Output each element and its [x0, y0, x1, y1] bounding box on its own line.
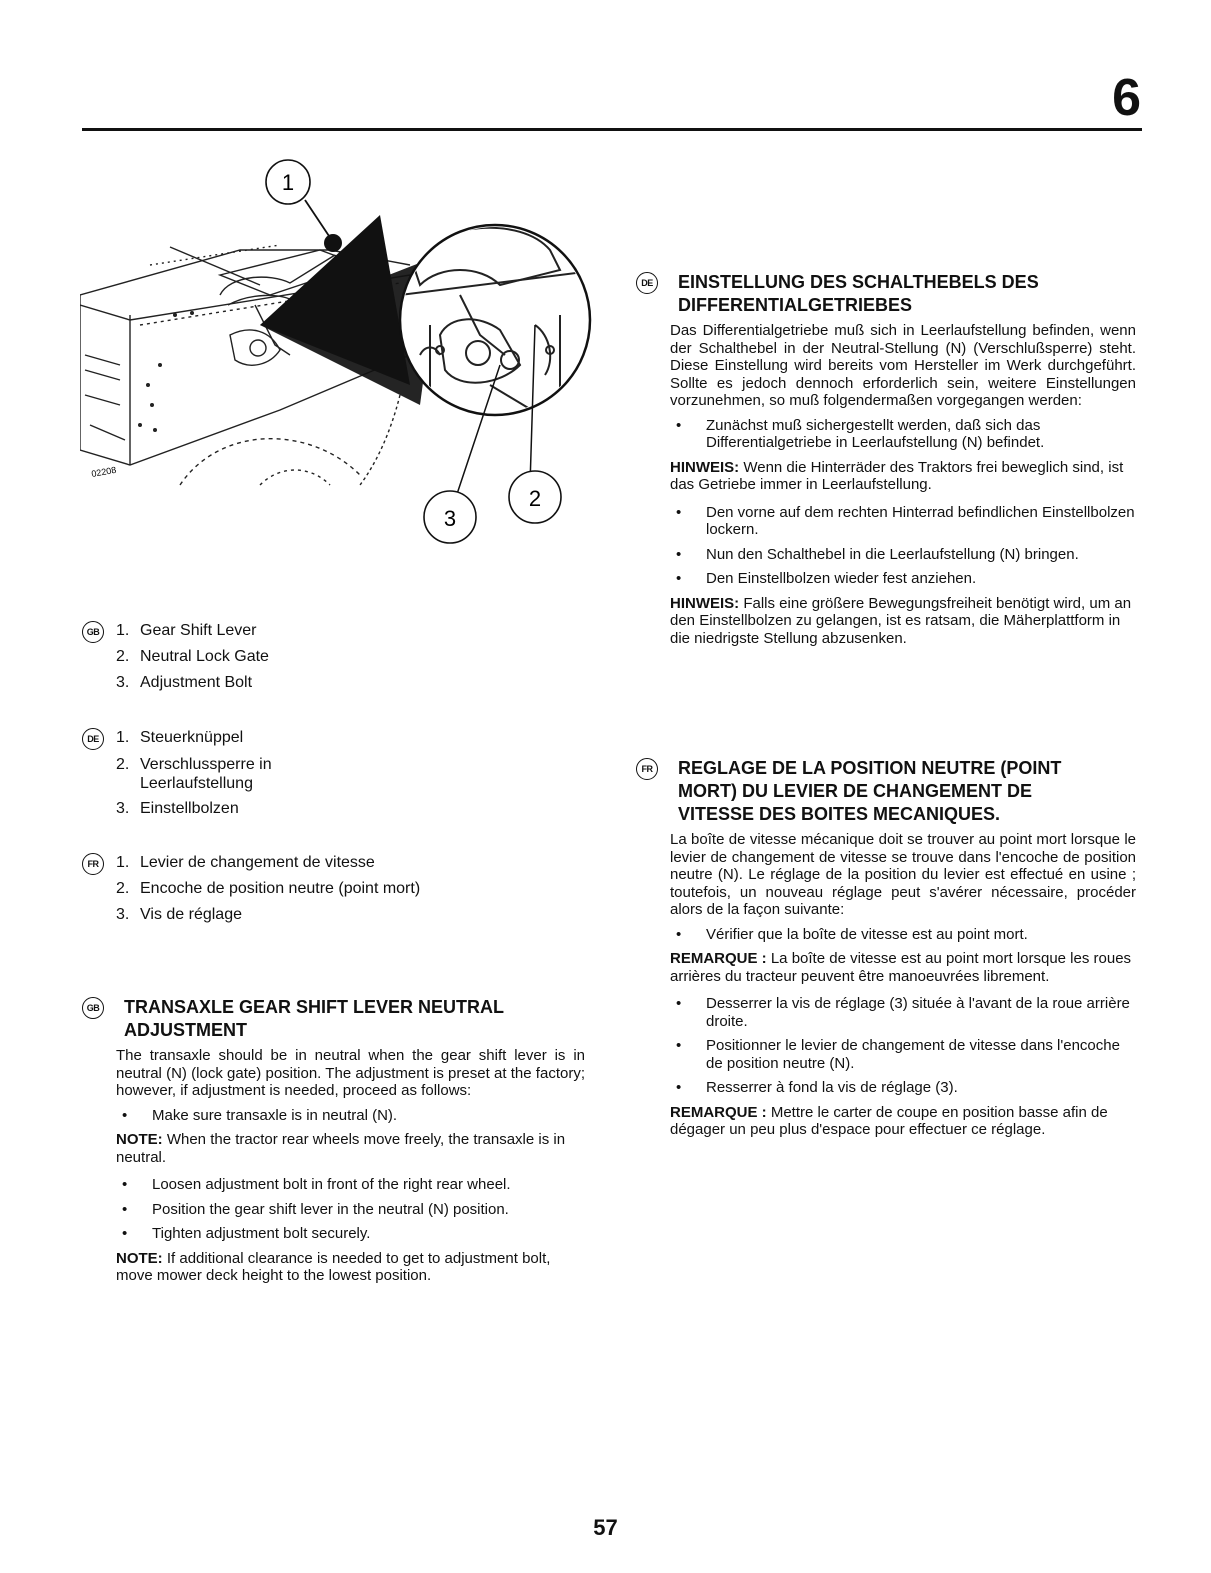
note	[116, 1250, 585, 1285]
bullet-icon: •	[122, 1225, 128, 1242]
header-rule	[82, 128, 1142, 131]
note-text: If additional clearance is needed to get to adjustment bolt, move mower deck height to the lowest position.	[116, 1249, 551, 1284]
note	[670, 459, 1136, 494]
step-item	[670, 417, 1136, 452]
note-text: La boîte de vitesse est au point mort lorsque les roues arrières du tracteur peuvent être manoeuvrées librement.	[670, 950, 1132, 985]
legend-num: 1.	[116, 622, 130, 639]
section-gb	[82, 996, 585, 1285]
section-intro: The transaxle should be in neutral when the gear shift lever is in neutral (N) (lock gate) position. The adjustment is preset at the factory; however, if adjustment is needed, proceed as follows:	[116, 1047, 585, 1099]
step-item	[116, 1176, 585, 1194]
note-label: REMARQUE :	[670, 1103, 767, 1121]
legend-num: 3.	[116, 800, 130, 817]
step-item	[670, 995, 1136, 1030]
step-text: Desserrer la vis de réglage (3) située à l'avant de la roue arrière droite.	[706, 995, 1130, 1030]
step-item	[670, 926, 1136, 944]
legend-fr	[87, 850, 516, 928]
note-label: HINWEIS:	[670, 594, 740, 612]
lang-badge-de: DE	[82, 728, 104, 750]
step-text: Zunächst muß sichergestellt werden, daß sich das Differentialgetriebe in Leerlaufstellung (N) befindet.	[706, 416, 1045, 451]
gear-shift-diagram	[80, 155, 600, 575]
note	[670, 950, 1136, 985]
note-label: REMARQUE :	[670, 950, 767, 967]
lang-badge-gb: GB	[82, 621, 104, 643]
chapter-number: 6	[1112, 69, 1141, 127]
legend-gb	[86, 618, 476, 696]
step-item	[116, 1107, 585, 1125]
section-intro: La boîte de vitesse mécanique doit se trouver au point mort lorsque le levier de changement de vitesse se trouve dans l'encoche de position neutre (N). Le réglage de la position du levier est effectué en usine ; toutefois, un nouveau réglage peut s'avérer nécessaire, procéder alors de la façon suivante:	[670, 831, 1136, 918]
step-text: Positionner le levier de changement de vitesse dans l'encoche de position neutre (N).	[706, 1037, 1120, 1072]
section-title-text: REGLAGE DE LA POSITION NEUTRE (POINT MORT) DU LEVIER DE CHANGEMENT DE VITESSE DES BOITES MECANIQUES.	[678, 758, 1062, 824]
lang-badge-fr: FR	[636, 758, 658, 780]
lang-badge-de: DE	[636, 272, 658, 294]
legend-num: 1.	[116, 854, 130, 871]
lang-badge-gb: GB	[82, 997, 104, 1019]
legend-num: 2.	[116, 648, 130, 665]
bullet-icon: •	[676, 503, 682, 521]
legend-num: 3.	[116, 674, 130, 691]
section-title-text: TRANSAXLE GEAR SHIFT LEVER NEUTRAL ADJUSTMENT	[124, 997, 504, 1040]
bullet-icon: •	[122, 1176, 128, 1193]
step-item	[670, 1079, 1136, 1097]
step-text: Den Einstellbolzen wieder fest anziehen.	[706, 570, 977, 587]
callout-1-label: 1	[281, 170, 295, 195]
bullet-icon: •	[676, 416, 682, 434]
step-item	[670, 546, 1136, 564]
legend-num: 1.	[116, 729, 130, 746]
legend-item: Adjustment Bolt	[140, 674, 253, 691]
part-code: 02208	[90, 464, 117, 479]
bullet-icon: •	[676, 925, 682, 943]
step-item	[116, 1225, 585, 1243]
bullet-icon: •	[676, 1037, 682, 1054]
bullet-icon: •	[676, 995, 682, 1012]
legend-item: Steuerknüppel	[140, 729, 244, 746]
note-text: Falls eine größere Bewegungsfreiheit benötigt wird, um an den Einstellbolzen zu gelangen, ist es ratsam, die Mäherplattform in die niedrigste Stellung abzusenken.	[670, 594, 1132, 647]
note-text: When the tractor rear wheels move freely, the transaxle is in neutral.	[116, 1131, 566, 1166]
section-title-de	[636, 271, 1136, 317]
section-title-text: EINSTELLUNG DES SCHALTHEBELS DES DIFFERENTIALGETRIEBES	[678, 272, 1039, 315]
bullet-icon: •	[122, 1106, 128, 1124]
legend-item: Vis de réglage	[140, 906, 242, 923]
step-text: Nun den Schalthebel in die Leerlaufstellung (N) bringen.	[706, 545, 1079, 563]
step-item	[670, 504, 1136, 539]
step-text: Den vorne auf dem rechten Hinterrad befindlichen Einstellbolzen lockern.	[706, 503, 1135, 538]
tractor-illustration	[80, 155, 600, 575]
legend-item: Gear Shift Lever	[140, 622, 257, 639]
step-text: Tighten adjustment bolt securely.	[152, 1225, 371, 1242]
callout-2-label: 2	[528, 486, 542, 511]
note	[116, 1131, 585, 1166]
bullet-icon: •	[122, 1200, 128, 1218]
section-de	[636, 271, 1136, 647]
step-item	[116, 1201, 585, 1219]
note	[670, 595, 1136, 648]
step-text: Vérifier que la boîte de vitesse est au point mort.	[706, 925, 1028, 943]
legend-item: Neutral Lock Gate	[140, 648, 269, 665]
section-intro: Das Differentialgetriebe muß sich in Leerlaufstellung befinden, wenn der Schalthebel in der Neutral-Stellung (N) (Verschlußsperre) steht. Diese Einstellung wird bereits vom Hersteller im Werk durchgeführt. Sollte es jedoch dennoch erforderlich sein, weitere Einstellungen vorzunehmen, so muß folgendermaßen vorgegangen werden:	[670, 322, 1136, 409]
page-number: 57	[593, 1515, 618, 1540]
step-item	[670, 570, 1136, 588]
note	[670, 1104, 1136, 1139]
section-title-fr	[636, 757, 1136, 826]
step-item	[670, 1037, 1136, 1072]
callout-3-label: 3	[443, 506, 457, 531]
legend-de	[87, 725, 306, 822]
step-text: Make sure transaxle is in neutral (N).	[152, 1106, 398, 1124]
note-text: Wenn die Hinterräder des Traktors frei beweglich sind, ist das Getriebe immer in Leerlaufstellung.	[670, 458, 1124, 493]
bullet-icon: •	[676, 570, 682, 587]
legend-item: Verschlussperre in Leerlaufstellung	[140, 756, 272, 792]
legend-num: 2.	[116, 880, 130, 897]
legend-num: 3.	[116, 906, 130, 923]
note-label: NOTE:	[116, 1131, 163, 1148]
step-text: Resserrer à fond la vis de réglage (3).	[706, 1079, 958, 1096]
bullet-icon: •	[676, 1079, 682, 1096]
step-text: Position the gear shift lever in the neutral (N) position.	[152, 1200, 509, 1218]
note-text: Mettre le carter de coupe en position basse afin de dégager un peu plus d'espace pour effectuer ce réglage.	[670, 1103, 1108, 1138]
lang-badge-fr: FR	[82, 853, 104, 875]
section-fr	[636, 757, 1136, 1139]
note-label: NOTE:	[116, 1249, 163, 1267]
legend-item: Encoche de position neutre (point mort)	[140, 880, 421, 897]
note-label: HINWEIS:	[670, 458, 740, 476]
legend-item: Levier de changement de vitesse	[140, 854, 375, 871]
step-text: Loosen adjustment bolt in front of the right rear wheel.	[152, 1176, 511, 1193]
section-title-gb	[82, 996, 585, 1042]
legend-item: Einstellbolzen	[140, 800, 239, 817]
legend-num: 2.	[116, 756, 130, 773]
bullet-icon: •	[676, 545, 682, 563]
